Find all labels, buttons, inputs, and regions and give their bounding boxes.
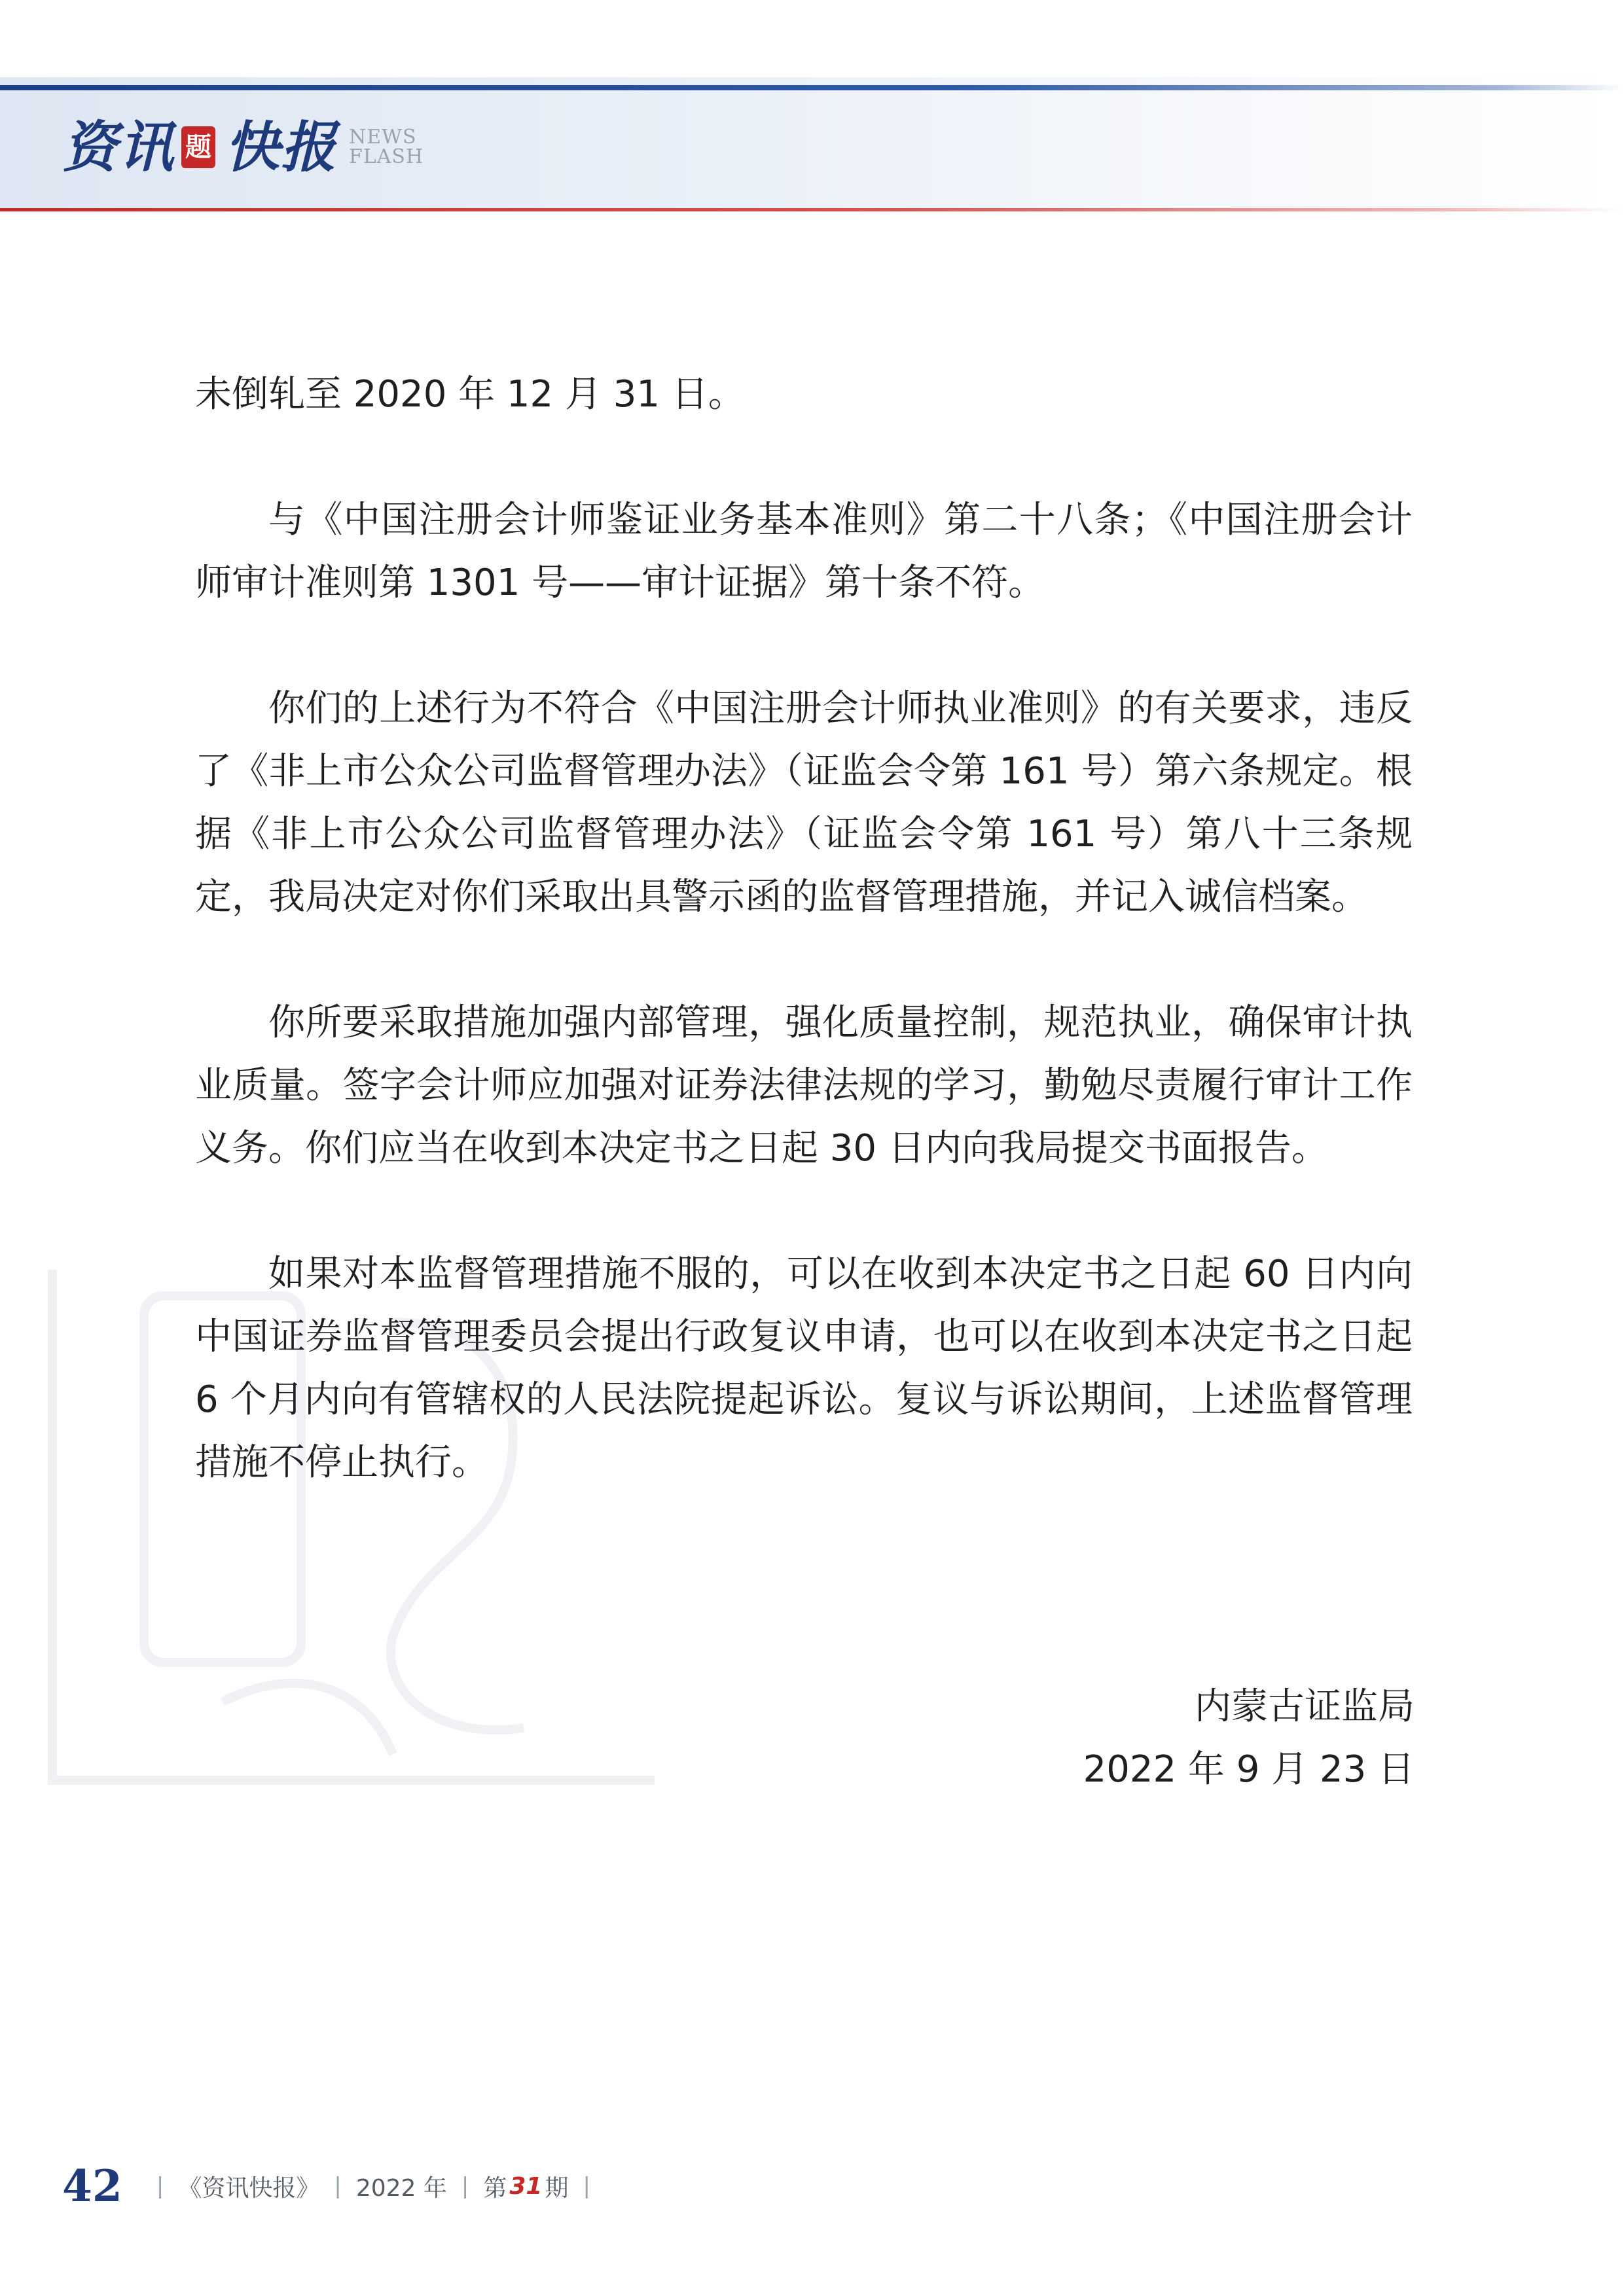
logo-english: [349, 128, 424, 167]
page-footer: [62, 2153, 605, 2219]
footer-issue-prefix: 第: [483, 2174, 507, 2202]
seal-character: 题: [185, 132, 212, 162]
footer-issue-number: 31: [509, 2172, 543, 2200]
logo-english-line2: FLASH: [349, 145, 424, 168]
paragraph-5: 如果对本监督管理措施不服的，可以在收到本决定书之日起 60 日内向中国证券监督管理委员会提出行政复议申请，也可以在收到本决定书之日起 6 个月内向有管辖权的人民法院提起诉讼。复议与诉讼期间，上述监督管理措施不停止执行。: [195, 1253, 1413, 1484]
logo-title-part1: 资讯: [62, 115, 175, 179]
document-body: [195, 363, 1413, 1494]
issue-date: 2022 年 9 月 23 日: [1083, 1748, 1415, 1791]
footer-divider: |: [461, 2173, 469, 2199]
paragraph-4: 你所要采取措施加强内部管理，强化质量控制，规范执业，确保审计执业质量。签字会计师应加强对证券法律法规的学习，勤勉尽责履行审计工作义务。你们应当在收到本决定书之日起 30 日内向我局提交书面报告。: [195, 1001, 1413, 1170]
header-top-rule: [0, 85, 1624, 90]
footer-divider: |: [334, 2173, 342, 2199]
seal-icon: [181, 126, 215, 168]
footer-year: 2022 年: [355, 2174, 447, 2202]
logo-english-line1: NEWS: [349, 126, 417, 149]
logo-title-part2: 快报: [225, 115, 338, 179]
paragraph-3: 你们的上述行为不符合《中国注册会计师执业准则》的有关要求，违反了《非上市公众公司监督管理办法》（证监会令第 161 号）第六条规定。根据《非上市公众公司监督管理办法》（证监会令第 161 号）第八十三条规定，我局决定对你们采取出具警示函的监督管理措施，并记入诚信档案。: [195, 687, 1413, 918]
footer-issue-suffix: 期: [545, 2174, 569, 2202]
footer-divider: |: [583, 2173, 590, 2199]
paragraph-2: 与《中国注册会计师鉴证业务基本准则》第二十八条；《中国注册会计师审计准则第 1301 号——审计证据》第十条不符。: [195, 499, 1413, 604]
footer-publication: 《资讯快报》: [178, 2174, 320, 2202]
issuer-name: 内蒙古证监局: [1195, 1685, 1415, 1728]
publication-logo: [62, 111, 424, 183]
header-bottom-rule: [0, 208, 1624, 211]
paragraph-1: 未倒轧至 2020 年 12 月 31 日。: [195, 373, 745, 416]
signature-block: [1083, 1676, 1415, 1801]
footer-divider: |: [156, 2173, 164, 2199]
page-number: 42: [62, 2161, 122, 2212]
